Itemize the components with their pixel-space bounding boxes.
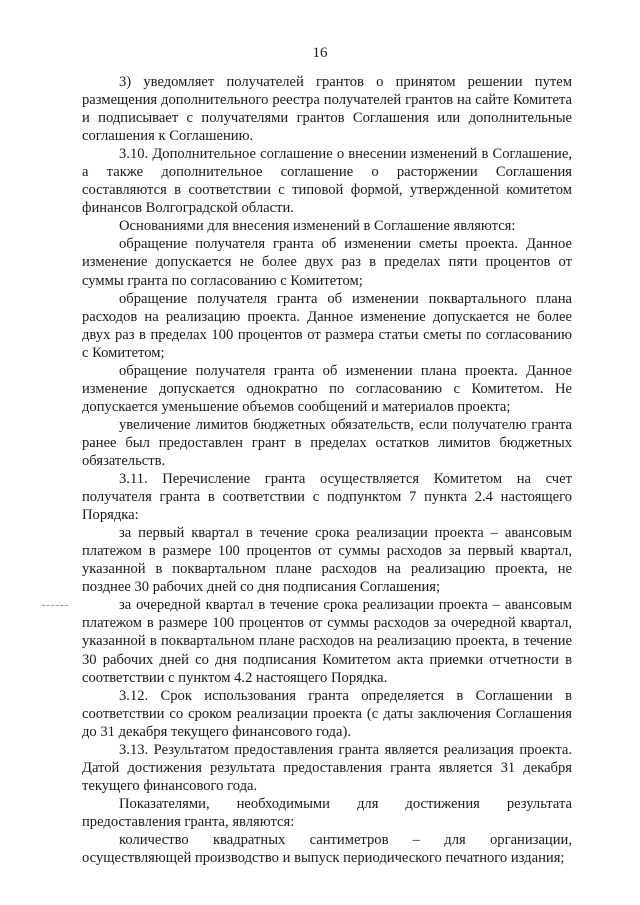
page-number: 16 <box>312 45 328 61</box>
document-body <box>82 73 572 867</box>
paragraph-first-quarter: за первый квартал в течение срока реализации проекта – авансовым платежом в размере 100 процентов от суммы расходов за первый квартал, указанной в поквартальном плане расходов на реализацию проекта, не позднее 30 рабочих дней со дня подписания Соглашения; <box>82 525 572 596</box>
paragraph-3-11: 3.11. Перечисление гранта осуществляется Комитетом на счет получателя гранта в соответствии с подпунктом 7 пункта 2.4 настоящего Порядка: <box>82 471 572 524</box>
paragraph-3-12: 3.12. Срок использования гранта определяется в Соглашении в соответствии со сроком реализации проекта (с даты заключения Соглашения до 31 декабря текущего финансового года). <box>82 687 572 740</box>
paragraph-next-quarter: за очередной квартал в течение срока реализации проекта – авансовым платежом в размере 100 процентов от суммы расходов за очередной квартал, указанной в поквартальном плане расходов на реализацию проекта, в течение 30 рабочих дней со дня подписания Комитетом акта приемки отчетности в соответствии с пунктом 4.2 настоящего Порядка. <box>82 597 572 686</box>
paragraph-indicators-intro: Показателями, необходимыми для достижения результата предоставления гранта, являются: <box>82 795 572 830</box>
margin-mark <box>42 605 68 606</box>
paragraph-ground-limits: увеличение лимитов бюджетных обязательств, если получателю гранта ранее был предоставлен грант в пределах остатков лимитов бюджетных обязательств. <box>82 416 572 469</box>
paragraph-3-10: 3.10. Дополнительное соглашение о внесении изменений в Соглашение, а также дополнительное соглашение о расторжении Соглашения составляются в соответствии с типовой формой, утвержденной комитетом финансов Волгоградской области. <box>82 146 572 217</box>
paragraph-indicator-area: количество квадратных сантиметров – для организации, осуществляющей производство и выпуск периодического печатного издания; <box>82 831 572 867</box>
paragraph-grounds-intro: Основаниями для внесения изменений в Соглашение являются: <box>119 218 516 235</box>
paragraph-ground-quarterly-plan: обращение получателя гранта об изменении поквартального плана расходов на реализацию проекта. Данное изменение допускается не более двух раз в пределах 100 процентов от размера статьи сметы по согласованию с Комитетом; <box>82 290 572 361</box>
paragraph-ground-budget: обращение получателя гранта об изменении сметы проекта. Данное изменение допускается не более двух раз в пределах пяти процентов от суммы гранта по согласованию с Комитетом; <box>82 236 572 289</box>
paragraph-item-3: 3) уведомляет получателей грантов о принятом решении путем размещения дополнительного реестра получателей грантов на сайте Комитета и подписывает с получателями грантов Соглашения или дополнительные соглашения к Соглашению. <box>82 74 572 145</box>
paragraph-ground-project-plan: обращение получателя гранта об изменении плана проекта. Данное изменение допускается однократно по согласованию с Комитетом. Не допускается уменьшение объемов сообщений и материалов проекта; <box>82 362 572 415</box>
paragraph-3-13: 3.13. Результатом предоставления гранта является реализация проекта. Датой достижения результата предоставления гранта является 31 декабря текущего финансового года. <box>82 741 572 794</box>
